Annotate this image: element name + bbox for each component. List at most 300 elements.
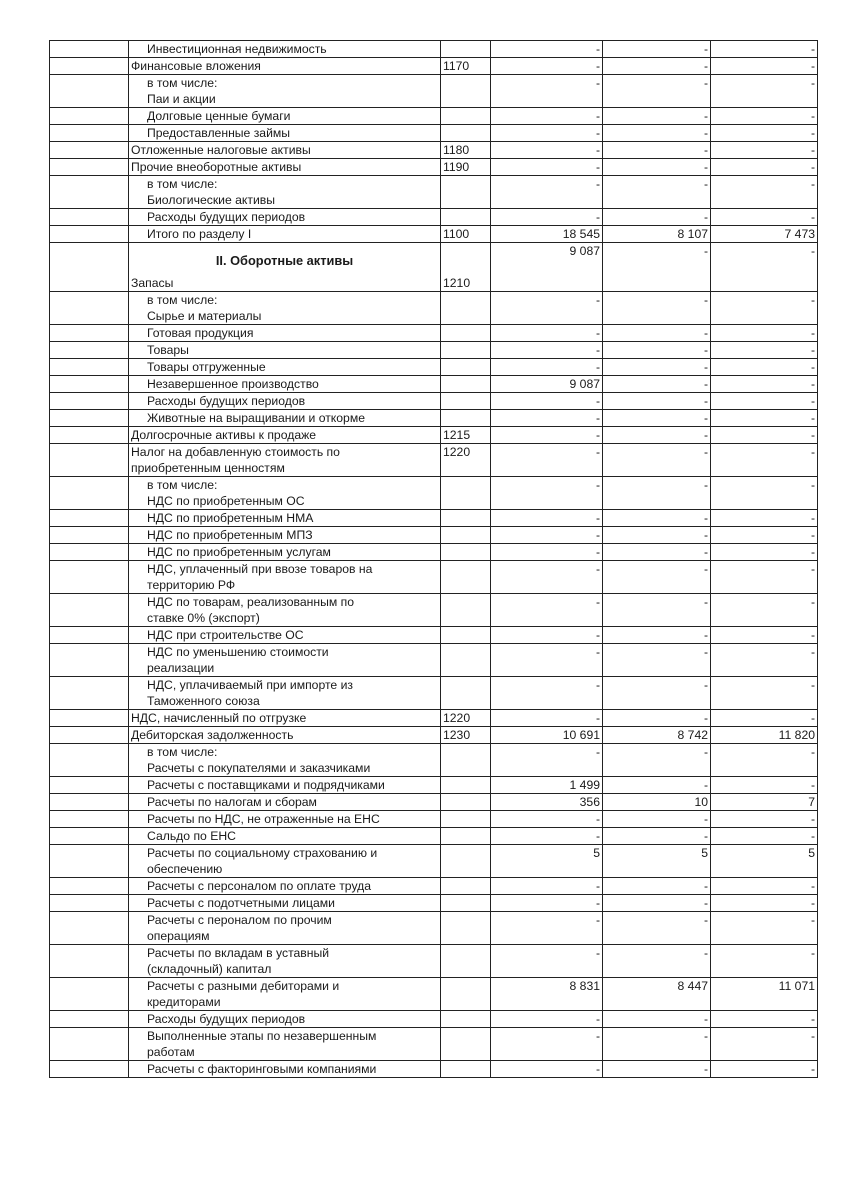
row-label-cell (129, 912, 441, 945)
row-label-cell (129, 794, 441, 811)
value-cell-2: - (603, 1011, 711, 1028)
value-cell-2: - (603, 594, 711, 627)
value-cell-3: - (711, 410, 818, 427)
row-code (441, 594, 491, 627)
row-code (441, 878, 491, 895)
row-label-line: операциям (147, 929, 210, 943)
value-cell-2: - (603, 342, 711, 359)
row-label-line: (складочный) капитал (147, 962, 272, 976)
row-label: Предоставленные займы (147, 126, 291, 140)
row-label-line: приобретенным ценностям (131, 461, 285, 475)
row-code (441, 376, 491, 393)
value-cell-2: 10 (603, 794, 711, 811)
row-label: Долговые ценные бумаги (147, 109, 291, 123)
row-label-line: Расчеты с разными дебиторами и (147, 979, 340, 993)
margin-cell (50, 1061, 129, 1078)
value-cell-2: - (603, 644, 711, 677)
margin-cell (50, 895, 129, 912)
value-cell-1: - (491, 58, 603, 75)
value-cell-2: - (603, 325, 711, 342)
row-label-cell (129, 477, 441, 510)
table-row (50, 644, 818, 677)
value-cell-1: - (491, 677, 603, 710)
value-cell-3: - (711, 359, 818, 376)
value-cell-2: - (603, 878, 711, 895)
margin-cell (50, 444, 129, 477)
margin-cell (50, 75, 129, 108)
value-cell-2: - (603, 744, 711, 777)
row-label: Итого по разделу I (147, 227, 252, 241)
row-label-line: Налог на добавленную стоимость по (131, 445, 340, 459)
value-cell-2: - (603, 811, 711, 828)
row-label: Прочие внеоборотные активы (131, 160, 302, 174)
margin-cell (50, 845, 129, 878)
value-cell-3: - (711, 811, 818, 828)
table-row (50, 444, 818, 477)
table-row (50, 41, 818, 58)
row-label: Расчеты с факторинговыми компаниями (147, 1062, 377, 1076)
margin-cell (50, 342, 129, 359)
table-row (50, 325, 818, 342)
margin-cell (50, 376, 129, 393)
value-cell-2: - (603, 376, 711, 393)
value-cell-1: 356 (491, 794, 603, 811)
row-label-cell (129, 878, 441, 895)
value-cell-3: - (711, 176, 818, 209)
value-cell-2: - (603, 561, 711, 594)
row-label: Расчеты по налогам и сборам (147, 795, 317, 809)
table-row (50, 359, 818, 376)
table-row (50, 427, 818, 444)
value-cell-1: 18 545 (491, 226, 603, 243)
table-row (50, 410, 818, 427)
table-row (50, 58, 818, 75)
value-cell-2: 8 107 (603, 226, 711, 243)
margin-cell (50, 627, 129, 644)
value-cell-2: - (603, 544, 711, 561)
value-cell-2: - (603, 895, 711, 912)
value-cell-1: - (491, 393, 603, 410)
row-code (441, 644, 491, 677)
row-label-cell (129, 58, 441, 75)
value-cell-1: - (491, 510, 603, 527)
margin-cell (50, 644, 129, 677)
value-cell-1: - (491, 108, 603, 125)
value-cell-3: - (711, 142, 818, 159)
value-cell-3: - (711, 895, 818, 912)
table-row (50, 811, 818, 828)
value-cell-3: - (711, 209, 818, 226)
row-label-cell (129, 393, 441, 410)
value-cell-3: - (711, 243, 818, 292)
table-row (50, 125, 818, 142)
value-cell-3: - (711, 1011, 818, 1028)
row-label-cell (129, 342, 441, 359)
table-row (50, 912, 818, 945)
row-code (441, 845, 491, 878)
value-cell-2: - (603, 527, 711, 544)
margin-cell (50, 544, 129, 561)
table-row (50, 895, 818, 912)
value-cell-1: - (491, 209, 603, 226)
row-label: НДС, начисленный по отгрузке (131, 711, 307, 725)
row-label-line: НДС, уплачиваемый при импорте из (147, 678, 353, 692)
margin-cell (50, 828, 129, 845)
row-code (441, 75, 491, 108)
value-cell-3: 11 820 (711, 727, 818, 744)
value-cell-2: - (603, 209, 711, 226)
row-code (441, 811, 491, 828)
row-label-cell (129, 644, 441, 677)
row-label-cell (129, 125, 441, 142)
value-cell-3: 11 071 (711, 978, 818, 1011)
value-cell-3: - (711, 444, 818, 477)
row-label: Отложенные налоговые активы (131, 143, 311, 157)
table-row (50, 845, 818, 878)
row-label: НДС по приобретенным МПЗ (147, 528, 313, 542)
value-cell-2: 8 742 (603, 727, 711, 744)
value-cell-3: - (711, 108, 818, 125)
value-cell-3: - (711, 427, 818, 444)
value-cell-3: - (711, 325, 818, 342)
value-cell-3: 5 (711, 845, 818, 878)
margin-cell (50, 1028, 129, 1061)
value-cell-3: - (711, 544, 818, 561)
row-label-cell (129, 159, 441, 176)
value-cell-3: - (711, 41, 818, 58)
row-code (441, 1061, 491, 1078)
row-label-cell (129, 677, 441, 710)
margin-cell (50, 912, 129, 945)
margin-cell (50, 811, 129, 828)
row-label-line: НДС по приобретенным ОС (147, 494, 305, 508)
value-cell-2: - (603, 142, 711, 159)
value-cell-2: - (603, 176, 711, 209)
table-row (50, 677, 818, 710)
table-row (50, 1011, 818, 1028)
value-cell-1: - (491, 561, 603, 594)
value-cell-3: - (711, 58, 818, 75)
row-label-cell (129, 376, 441, 393)
value-cell-2: - (603, 410, 711, 427)
row-label-cell (129, 226, 441, 243)
row-code (441, 945, 491, 978)
row-code (441, 777, 491, 794)
row-label-line: Выполненные этапы по незавершенным (147, 1029, 377, 1043)
value-cell-3: - (711, 561, 818, 594)
value-cell-3: 7 (711, 794, 818, 811)
row-code (441, 359, 491, 376)
value-cell-1: - (491, 477, 603, 510)
row-label-cell (129, 777, 441, 794)
row-label-cell (129, 828, 441, 845)
row-label-cell (129, 325, 441, 342)
margin-cell (50, 561, 129, 594)
value-cell-1: - (491, 544, 603, 561)
row-code (441, 108, 491, 125)
value-cell-1: - (491, 1028, 603, 1061)
row-label-cell (129, 978, 441, 1011)
margin-cell (50, 945, 129, 978)
row-code: 1100 (441, 226, 491, 243)
value-cell-1: - (491, 410, 603, 427)
margin-cell (50, 41, 129, 58)
section-title: II. Оборотные активы (215, 253, 354, 268)
margin-cell (50, 527, 129, 544)
row-code (441, 410, 491, 427)
value-cell-3: - (711, 75, 818, 108)
row-label-cell (129, 527, 441, 544)
row-label-line: работам (147, 1045, 195, 1059)
row-label-cell (129, 359, 441, 376)
margin-cell (50, 878, 129, 895)
value-cell-2: - (603, 1028, 711, 1061)
value-cell-1: - (491, 1011, 603, 1028)
value-cell-1: - (491, 325, 603, 342)
row-label-line: Расчеты по социальному страхованию и (147, 846, 378, 860)
value-cell-1: - (491, 444, 603, 477)
row-label-cell (129, 811, 441, 828)
value-cell-3: - (711, 744, 818, 777)
value-cell-3: - (711, 477, 818, 510)
row-label: Расходы будущих периодов (147, 210, 306, 224)
table-row (50, 777, 818, 794)
value-cell-3: - (711, 710, 818, 727)
row-code (441, 677, 491, 710)
table-row (50, 159, 818, 176)
row-label: Незавершенное производство (147, 377, 319, 391)
row-label-cell (129, 594, 441, 627)
row-code: 1220 (441, 444, 491, 477)
row-label-line: территорию РФ (147, 578, 236, 592)
value-cell-2: - (603, 359, 711, 376)
row-label-cell (129, 444, 441, 477)
table-row (50, 209, 818, 226)
row-label-line: Сырье и материалы (147, 309, 262, 323)
value-cell-1: - (491, 292, 603, 325)
margin-cell (50, 108, 129, 125)
table-row (50, 376, 818, 393)
row-label: Товары (147, 343, 189, 357)
row-label: Расчеты с подотчетными лицами (147, 896, 335, 910)
value-cell-1: - (491, 427, 603, 444)
row-label: Расходы будущих периодов (147, 394, 306, 408)
row-code (441, 978, 491, 1011)
table-row (50, 292, 818, 325)
table-row (50, 878, 818, 895)
row-label-line: ставке 0% (экспорт) (147, 611, 260, 625)
row-label: НДС по приобретенным услугам (147, 545, 331, 559)
row-label-cell (129, 945, 441, 978)
table-row (50, 978, 818, 1011)
value-cell-3: - (711, 878, 818, 895)
balance-sheet-table (49, 40, 818, 1078)
value-cell-2: - (603, 945, 711, 978)
table-body (50, 41, 818, 1078)
row-label-line: в том числе: (147, 745, 218, 759)
value-cell-1: 10 691 (491, 727, 603, 744)
row-label: Расходы будущих периодов (147, 1012, 306, 1026)
value-cell-3: - (711, 510, 818, 527)
value-cell-2: - (603, 444, 711, 477)
table-row (50, 744, 818, 777)
table-row (50, 176, 818, 209)
value-cell-3: - (711, 594, 818, 627)
row-code (441, 342, 491, 359)
row-label-cell (129, 1028, 441, 1061)
table-row (50, 1028, 818, 1061)
value-cell-3: - (711, 159, 818, 176)
value-cell-2: - (603, 427, 711, 444)
margin-cell (50, 243, 129, 292)
row-label-line: НДС по товарам, реализованным по (147, 595, 355, 609)
value-cell-1: - (491, 125, 603, 142)
margin-cell (50, 325, 129, 342)
value-cell-2: - (603, 58, 711, 75)
value-cell-1: - (491, 878, 603, 895)
value-cell-2: - (603, 627, 711, 644)
value-cell-3: - (711, 342, 818, 359)
margin-cell (50, 777, 129, 794)
row-label-line: Расчеты с пероналом по прочим (147, 913, 332, 927)
row-code (441, 794, 491, 811)
row-label-cell (129, 209, 441, 226)
row-code (441, 325, 491, 342)
row-label-line: Биологические активы (147, 193, 275, 207)
table-row (50, 75, 818, 108)
row-label-cell (129, 176, 441, 209)
value-cell-1: 8 831 (491, 978, 603, 1011)
value-cell-1: - (491, 359, 603, 376)
row-label: Финансовые вложения (131, 59, 261, 73)
margin-cell (50, 677, 129, 710)
row-label-cell (129, 510, 441, 527)
margin-cell (50, 176, 129, 209)
row-label: Расчеты с персоналом по оплате труда (147, 879, 372, 893)
row-label-cell (129, 845, 441, 878)
value-cell-1: - (491, 945, 603, 978)
table-row (50, 727, 818, 744)
value-cell-3: - (711, 376, 818, 393)
margin-cell (50, 978, 129, 1011)
table-row (50, 945, 818, 978)
row-label-cell (129, 544, 441, 561)
value-cell-1: - (491, 811, 603, 828)
margin-cell (50, 58, 129, 75)
row-label-line: обеспечению (147, 862, 223, 876)
row-label: Готовая продукция (147, 326, 254, 340)
value-cell-2: - (603, 108, 711, 125)
value-cell-1: - (491, 1061, 603, 1078)
margin-cell (50, 744, 129, 777)
margin-cell (50, 142, 129, 159)
row-code (441, 912, 491, 945)
value-cell-1: - (491, 342, 603, 359)
value-cell-3: - (711, 527, 818, 544)
row-label: Сальдо по ЕНС (147, 829, 236, 843)
row-code (441, 1011, 491, 1028)
row-label-line: в том числе: (147, 177, 218, 191)
row-label-line: в том числе: (147, 293, 218, 307)
row-label-line: в том числе: (147, 478, 218, 492)
value-cell-2: - (603, 912, 711, 945)
row-code: 1210 (441, 243, 491, 292)
value-cell-3: - (711, 945, 818, 978)
value-cell-2: - (603, 393, 711, 410)
table-row (50, 510, 818, 527)
row-code: 1190 (441, 159, 491, 176)
row-label: Животные на выращивании и откорме (147, 411, 365, 425)
value-cell-1: - (491, 912, 603, 945)
table-row (50, 393, 818, 410)
value-cell-1: 9 087 (491, 243, 603, 292)
row-code (441, 393, 491, 410)
table-row (50, 561, 818, 594)
value-cell-2: 8 447 (603, 978, 711, 1011)
row-label: Запасы (131, 276, 174, 290)
row-label-cell (129, 895, 441, 912)
value-cell-1: - (491, 744, 603, 777)
value-cell-1: - (491, 176, 603, 209)
margin-cell (50, 727, 129, 744)
row-code: 1180 (441, 142, 491, 159)
margin-cell (50, 410, 129, 427)
row-label-cell (129, 243, 441, 292)
row-code (441, 544, 491, 561)
value-cell-1: 1 499 (491, 777, 603, 794)
value-cell-2: - (603, 828, 711, 845)
table-row (50, 527, 818, 544)
value-cell-3: - (711, 627, 818, 644)
margin-cell (50, 292, 129, 325)
value-cell-2: - (603, 777, 711, 794)
row-label-cell (129, 1011, 441, 1028)
row-code: 1215 (441, 427, 491, 444)
row-label-cell (129, 142, 441, 159)
value-cell-1: - (491, 527, 603, 544)
row-label-cell (129, 561, 441, 594)
row-code (441, 561, 491, 594)
row-label-cell (129, 1061, 441, 1078)
row-label: Расчеты по НДС, не отраженные на ЕНС (147, 812, 380, 826)
table-row (50, 710, 818, 727)
row-code (441, 125, 491, 142)
value-cell-2: - (603, 243, 711, 292)
value-cell-1: - (491, 895, 603, 912)
value-cell-2: - (603, 292, 711, 325)
value-cell-1: 9 087 (491, 376, 603, 393)
value-cell-2: - (603, 477, 711, 510)
table-row (50, 477, 818, 510)
row-label-line: Расчеты с покупателями и заказчиками (147, 761, 371, 775)
value-cell-1: - (491, 627, 603, 644)
margin-cell (50, 594, 129, 627)
margin-cell (50, 710, 129, 727)
row-label-cell (129, 410, 441, 427)
row-code (441, 209, 491, 226)
row-label-line: в том числе: (147, 76, 218, 90)
row-label-line: НДС, уплаченный при ввозе товаров на (147, 562, 373, 576)
row-label-cell (129, 75, 441, 108)
value-cell-1: - (491, 644, 603, 677)
margin-cell (50, 510, 129, 527)
row-label-cell (129, 710, 441, 727)
value-cell-1: - (491, 710, 603, 727)
value-cell-2: - (603, 677, 711, 710)
row-label-cell (129, 744, 441, 777)
row-label-cell (129, 292, 441, 325)
value-cell-3: - (711, 292, 818, 325)
